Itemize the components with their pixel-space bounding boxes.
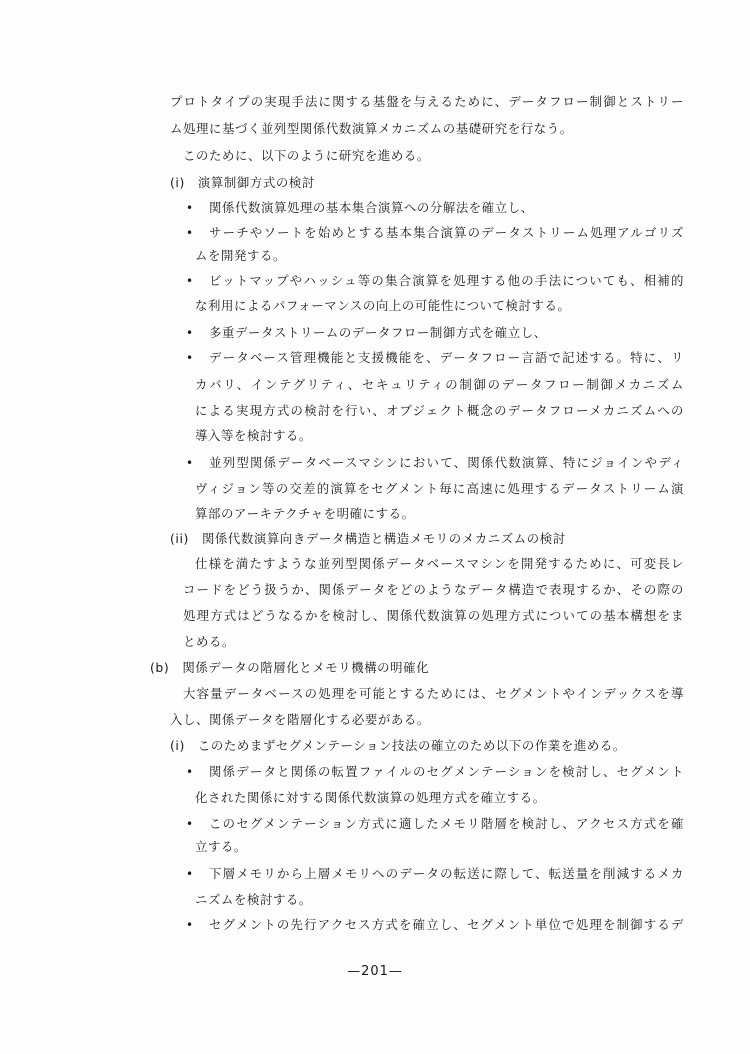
page-number: —201— xyxy=(347,964,403,979)
section-heading: (b) 関係データの階層化とメモリ機構の明確化 xyxy=(150,660,430,675)
list-item: 下層メモリから上層メモリへのデータの転送に際して、転送量を削減するメカ xyxy=(209,866,684,881)
paragraph-line: プロトタイプの実現手法に関する基盤を与えるために、データフロー制御とストリー xyxy=(170,94,684,109)
bullet-icon: • xyxy=(186,351,194,365)
bullet-icon: • xyxy=(186,867,194,881)
bullet-icon: • xyxy=(186,817,194,831)
section-heading: (i) 演算制御方式の検討 xyxy=(170,175,315,190)
section-heading: (ii) 関係代数演算向きデータ構造と構造メモリのメカニズムの検討 xyxy=(170,531,566,546)
bullet-icon: • xyxy=(186,201,194,215)
list-item-continued: による実現方式の検討を行い、オブジェクト概念のデータフローメカニズムへの xyxy=(195,403,684,418)
list-item: ビットマップやハッシュ等の集合演算を処理する他の手法についても、相補的 xyxy=(209,273,684,288)
list-item-continued: ニズムを検討する。 xyxy=(195,892,312,907)
list-item: 多重データストリームのデータフロー制御方式を確立し、 xyxy=(209,325,547,340)
bullet-icon: • xyxy=(186,226,194,240)
list-item: 関係代数演算処理の基本集合演算への分解法を確立し、 xyxy=(209,200,534,215)
paragraph-line: とめる。 xyxy=(183,634,235,649)
list-item-continued: 導入等を検討する。 xyxy=(195,428,312,443)
list-item: 関係データと関係の転置ファイルのセグメンテーションを検討し、セグメント xyxy=(209,764,684,779)
section-heading: (i) このためまずセグメンテーション技法の確立のため以下の作業を進める。 xyxy=(170,738,626,753)
bullet-icon: • xyxy=(186,456,194,470)
list-item-continued: カバリ、インテグリティ、セキュリティの制御のデータフロー制御メカニズム xyxy=(195,377,684,392)
bullet-icon: • xyxy=(186,765,194,779)
paragraph-line: 処理方式はどうなるかを検討し、関係代数演算の処理方式についての基本構想をま xyxy=(183,608,684,623)
list-item: 並列型関係データベースマシンにおいて、関係代数演算、特にジョインやディ xyxy=(209,455,684,470)
list-item-continued: 立する。 xyxy=(195,839,247,854)
paragraph-line: 入し、関係データを階層化する必要がある。 xyxy=(170,712,430,727)
bullet-icon: • xyxy=(186,918,194,932)
list-item: サーチやソートを始めとする基本集合演算のデータストリーム処理アルゴリズ xyxy=(209,225,684,240)
paragraph-line: このために、以下のように研究を進める。 xyxy=(183,148,430,163)
paragraph-line: 仕様を満たすような並列型関係データベースマシンを開発するために、可変長レ xyxy=(195,556,684,571)
paragraph-line: コードをどう扱うか、関係データをどのようなデータ構造で表現するか、その際の xyxy=(183,582,684,597)
list-item-continued: 化された関係に対する関係代数演算の処理方式を確立する。 xyxy=(195,790,546,805)
list-item: このセグメンテーション方式に適したメモリ階層を検討し、アクセス方式を確 xyxy=(209,816,684,831)
paragraph-line: ム処理に基づく並列型関係代数演算メカニズムの基礎研究を行なう。 xyxy=(170,121,573,136)
bullet-icon: • xyxy=(186,326,194,340)
list-item-continued: ヴィジョン等の交差的演算をセグメント毎に高速に処理するデータストリーム演 xyxy=(195,481,684,496)
list-item: セグメントの先行アクセス方式を確立し、セグメント単位で処理を制御するデ xyxy=(209,917,684,932)
list-item-continued: 算部のアーキテクチャを明確にする。 xyxy=(195,506,415,521)
list-item: データベース管理機能と支援機能を、データフロー言語で記述する。特に、リ xyxy=(209,350,684,365)
paragraph-line: 大容量データベースの処理を可能とするためには、セグメントやインデックスを導 xyxy=(183,686,684,701)
list-item-continued: な利用によるパフォーマンスの向上の可能性について検討する。 xyxy=(195,298,571,313)
bullet-icon: • xyxy=(186,274,194,288)
list-item-continued: ムを開発する。 xyxy=(195,248,286,263)
